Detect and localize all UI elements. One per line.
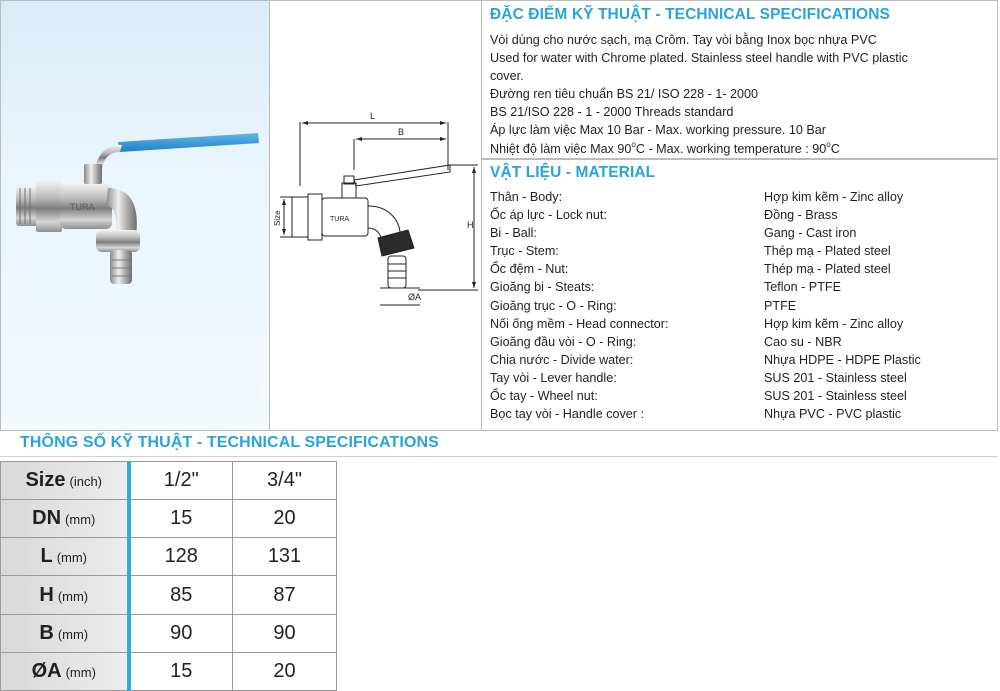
material-row	[490, 333, 995, 351]
material-value: Nhựa PVC - PVC plastic	[764, 407, 902, 422]
material-row	[490, 224, 995, 242]
material-part: Tay vòi - Lever handle:	[490, 370, 617, 385]
value-cell: 90	[129, 614, 233, 652]
value-cell: 1/2"	[129, 462, 233, 500]
row-label	[1, 462, 129, 500]
spec-line: Áp lực làm việc Max 10 Bar - Max. working pressure. 10 Bar	[490, 123, 826, 138]
material-row	[490, 260, 995, 278]
dim-label-size: Size	[273, 210, 282, 226]
table-title: THÔNG SỐ KỸ THUẬT - TECHNICAL SPECIFICATIONS	[20, 434, 439, 451]
head-connector-shape	[96, 230, 140, 252]
row-label	[1, 614, 129, 652]
param-unit: (mm)	[65, 664, 96, 680]
spec-line-temperature: Nhiệt độ làm việc Max 90$^o$C - Max. working temperature : 90$^o$C	[490, 139, 840, 156]
value-cell: 131	[233, 538, 337, 576]
spec-line: Đường ren tiêu chuẩn BS 21/ ISO 228 - 1- 2000	[490, 87, 759, 102]
material-row	[490, 387, 995, 405]
param-unit: (mm)	[56, 550, 88, 566]
table-row	[1, 500, 337, 538]
material-part: Trục - Stem:	[490, 244, 559, 259]
material-value: Hợp kim kẽm - Zinc alloy	[764, 316, 904, 331]
value-cell: 128	[129, 538, 233, 576]
value-cell: 3/4"	[233, 462, 337, 500]
material-part: Gioăng bi - Steats:	[490, 280, 595, 295]
material-row	[490, 278, 995, 296]
material-part: Chia nước - Divide water:	[490, 352, 634, 367]
table-row	[1, 652, 337, 690]
diagram-brand-text: TURA	[330, 216, 350, 223]
table-row	[1, 576, 337, 614]
material-row	[490, 297, 995, 315]
material-value: Nhựa HDPE - HDPE Plastic	[764, 352, 921, 367]
material-value: Thép mạ - Plated steel	[764, 244, 891, 259]
spec-line: Used for water with Chrome plated. Stainless steel handle with PVC plastic	[490, 51, 908, 66]
material-part: Ốc đệm - Nut:	[490, 262, 569, 277]
value-cell: 20	[233, 652, 337, 690]
table-row	[1, 462, 337, 500]
material-part: Thân - Body:	[490, 190, 563, 204]
photo-brand-text: TURA	[70, 202, 95, 212]
param-name: B	[39, 621, 54, 644]
thread-inlet-shape	[16, 186, 38, 226]
material-row	[490, 369, 995, 387]
param-unit: (mm)	[57, 626, 89, 642]
param-name: ØA	[31, 659, 62, 682]
param-name: DN	[32, 507, 62, 530]
material-part: Gioăng trục - O - Ring:	[490, 298, 617, 313]
material-value: Teflon - PTFE	[764, 280, 841, 295]
material-row	[490, 188, 995, 206]
material-value: Hợp kim kẽm - Zinc alloy	[764, 190, 904, 204]
handle-cover-shape	[118, 133, 259, 152]
material-part: Ốc tay - Wheel nut:	[490, 389, 598, 404]
faucet-photo	[0, 0, 270, 430]
material-value: Gang - Cast iron	[764, 226, 857, 241]
param-name: L	[40, 545, 53, 568]
material-list	[490, 188, 995, 423]
material-row	[490, 405, 995, 423]
material-value: SUS 201 - Stainless steel	[764, 389, 907, 404]
value-cell: 87	[233, 576, 337, 614]
row-label	[1, 538, 129, 576]
dimension-drawing	[270, 0, 482, 430]
material-row	[490, 351, 995, 369]
row-label	[1, 652, 129, 690]
dimension-table	[0, 461, 337, 691]
dim-label-phi-a: ØA	[408, 292, 422, 302]
row-label	[1, 576, 129, 614]
param-unit: (inch)	[69, 474, 103, 490]
spec-line: cover.	[490, 69, 524, 84]
material-part: Nối ống mềm - Head connector:	[490, 316, 669, 331]
material-row	[490, 206, 995, 224]
material-value: Cao su - NBR	[764, 334, 842, 349]
dimension-diagram-panel	[270, 0, 482, 430]
material-part: Gioăng đầu vòi - O - Ring:	[490, 334, 637, 349]
material-part: Ốc áp lực - Lock nut:	[490, 208, 607, 223]
spec-line: BS 21/ISO 228 - 1 - 2000 Threads standard	[490, 105, 734, 120]
product-photo-panel	[0, 0, 270, 430]
dim-label-l: L	[370, 111, 376, 121]
value-cell: 20	[233, 500, 337, 538]
spec-title: ĐẶC ĐIỂM KỸ THUẬT - TECHNICAL SPECIFICATIONS	[490, 6, 890, 23]
material-row	[490, 315, 995, 333]
value-cell: 90	[233, 614, 337, 652]
param-name: Size	[25, 469, 66, 492]
param-name: H	[39, 583, 54, 606]
table-row	[1, 614, 337, 652]
material-row	[490, 242, 995, 260]
dim-label-b: B	[398, 127, 405, 137]
spec-line: Vòi dùng cho nước sạch, mạ Crôm. Tay vòi bằng Inox bọc nhựa PVC	[490, 33, 877, 47]
material-title: VẬT LIỆU - MATERIAL	[490, 164, 656, 181]
param-unit: (mm)	[57, 588, 89, 604]
table-row	[1, 538, 337, 576]
spec-description	[490, 31, 995, 160]
material-value: SUS 201 - Stainless steel	[764, 370, 907, 385]
material-part: Bi - Ball:	[490, 226, 537, 241]
row-label	[1, 500, 129, 538]
value-cell: 85	[129, 576, 233, 614]
material-value: PTFE	[764, 298, 797, 313]
material-value: Đồng - Brass	[764, 208, 838, 223]
material-value: Thép mạ - Plated steel	[764, 262, 891, 277]
value-cell: 15	[129, 652, 233, 690]
table-title-rule	[0, 456, 998, 457]
dim-label-h: H	[467, 220, 474, 230]
spec-panel	[482, 0, 998, 430]
material-part: Bọc tay vòi - Handle cover :	[490, 407, 644, 422]
param-unit: (mm)	[65, 512, 96, 528]
value-cell: 15	[129, 500, 233, 538]
